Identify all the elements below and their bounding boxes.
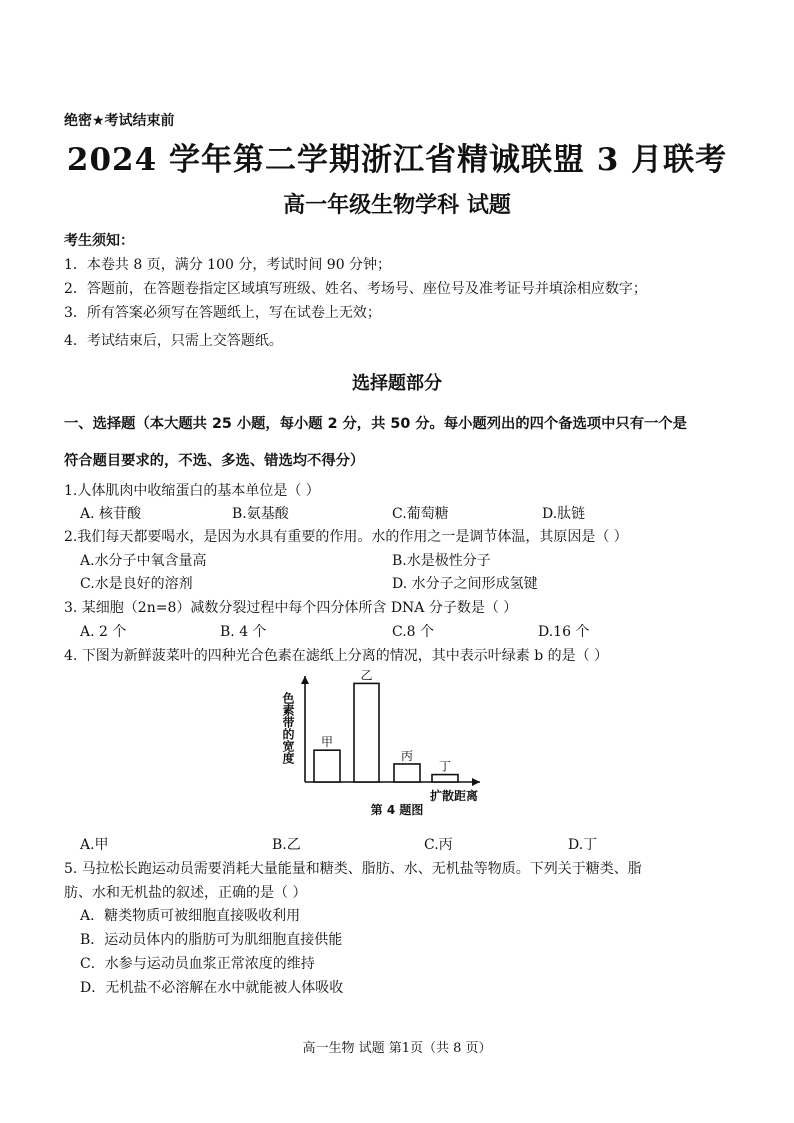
question-4-option-d: D.丁 (568, 837, 598, 853)
pigment-chart (280, 668, 490, 818)
question-5-stem-line2: 肪、水和无机盐的叙述，正确的是（ ） (64, 885, 307, 901)
question-5-option-a: A．糖类物质可被细胞直接吸收利用 (80, 908, 301, 924)
y-axis-arrow (301, 676, 309, 684)
y-axis-label: 色素带的宽度 (281, 692, 295, 764)
x-axis-label: 扩散距离 (429, 789, 478, 803)
figure-caption: 第 4 题图 (370, 803, 424, 817)
question-5-option-d: D．无机盐不必溶解在水中就能被人体吸收 (80, 980, 344, 996)
part-instructions-line1: 一、选择题（本大题共 25 小题，每小题 2 分，共 50 分。每小题列出的四个备选项中只有一个是 (64, 416, 687, 432)
question-5-option-c: C．水参与运动员血浆正常浓度的维持 (80, 956, 315, 972)
bar-1 (314, 750, 340, 782)
x-axis-arrow (472, 778, 480, 786)
notice-item: 4．考试结束后，只需上交答题纸。 (64, 333, 283, 349)
notice-item: 2．答题前，在答题卷指定区域填写班级、姓名、考场号、座位号及准考证号并填涂相应数字； (64, 281, 647, 297)
question-1-option-c: C.葡萄糖 (392, 506, 449, 522)
notice-heading: 考生须知： (64, 233, 134, 249)
question-2-option-b: B.水是极性分子 (392, 553, 491, 569)
question-1-option-b: B.氨基酸 (232, 506, 289, 522)
question-3-stem: 3. 某细胞（2n=8）减数分裂过程中每个四分体所含 DNA 分子数是（ ） (64, 600, 518, 616)
bar-label-1: 甲 (320, 735, 334, 750)
question-5-stem-line1: 5. 马拉松长跑运动员需要消耗大量能量和糖类、脂肪、水、无机盐等物质。下列关于糖类、脂 (64, 861, 642, 877)
question-4-option-c: C.丙 (424, 837, 453, 853)
question-2-option-a: A.水分子中氧含量高 (80, 553, 207, 569)
question-5-option-b: B．运动员体内的脂肪可为肌细胞直接供能 (80, 932, 343, 948)
exam-title: 2024 学年第二学期浙江省精诚联盟 3 月联考 (66, 142, 728, 178)
question-1-option-a: A. 核苷酸 (80, 506, 142, 522)
secrecy-label: 绝密★考试结束前 (64, 113, 175, 129)
page-footer: 高一生物 试题 第1页（共 8 页） (302, 1041, 492, 1056)
question-1-option-d: D.肽链 (542, 506, 586, 522)
question-2-option-c: C.水是良好的溶剂 (80, 576, 193, 592)
pigment-chart-svg (280, 668, 490, 818)
question-4-option-a: A.甲 (80, 837, 109, 853)
question-4-option-b: B.乙 (272, 837, 301, 853)
bar-3 (394, 764, 420, 782)
question-3-option-a: A. 2 个 (80, 624, 127, 640)
notice-item: 1．本卷共 8 页，满分 100 分，考试时间 90 分钟； (64, 257, 392, 273)
bar-label-3: 丙 (400, 748, 414, 763)
bar-label-4: 丁 (438, 759, 452, 774)
question-4-stem: 4. 下图为新鲜菠菜叶的四种光合色素在滤纸上分离的情况，其中表示叶绿素 b 的是（ ） (64, 648, 609, 664)
question-2-stem: 2.我们每天都要喝水，是因为水具有重要的作用。水的作用之一是调节体温，其原因是（ ） (64, 529, 628, 545)
question-3-option-b: B. 4 个 (220, 624, 267, 640)
part-instructions-line2: 符合题目要求的，不选、多选、错选均不得分） (64, 453, 365, 469)
question-1-stem: 1.人体肌肉中收缩蛋白的基本单位是（ ） (64, 483, 320, 499)
bar-2 (354, 683, 379, 782)
notice-item: 3．所有答案必须写在答题纸上，写在试卷上无效； (64, 305, 381, 321)
bar-4 (432, 775, 458, 782)
question-3-option-c: C.8 个 (392, 624, 435, 640)
question-3-option-d: D.16 个 (538, 624, 590, 640)
bar-label-2: 乙 (360, 668, 373, 683)
question-2-option-d: D. 水分子之间形成氢键 (392, 576, 538, 592)
section-title: 选择题部分 (352, 373, 442, 394)
exam-subtitle: 高一年级生物学科 试题 (283, 192, 511, 218)
